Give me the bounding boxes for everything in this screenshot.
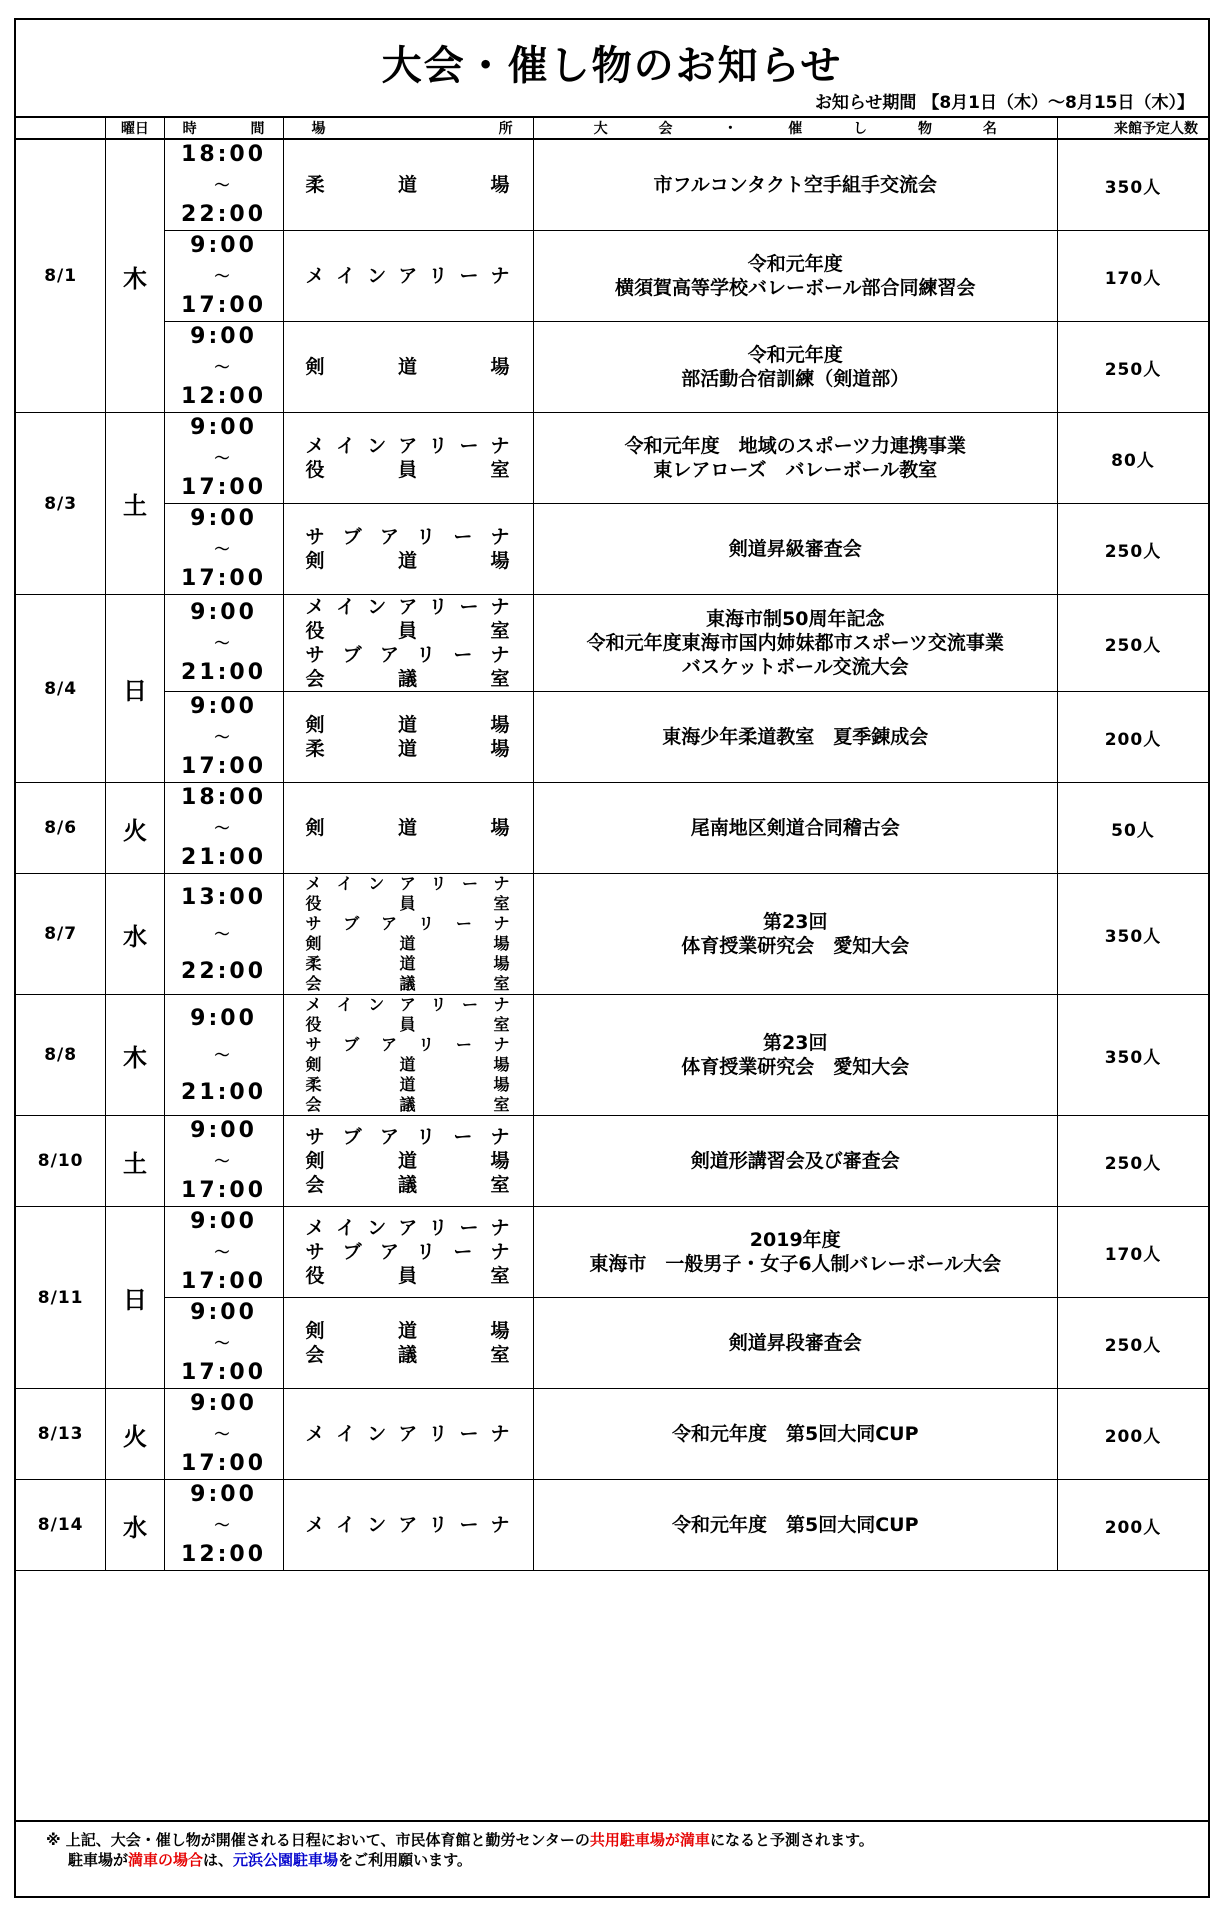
end-time: 17:00 <box>181 1269 267 1294</box>
place-cell <box>283 692 533 783</box>
header-place-char: 所 <box>498 121 513 137</box>
event-cell <box>533 1480 1057 1571</box>
time-cell <box>164 413 283 504</box>
schedule-row <box>16 413 1208 504</box>
attendance-count: 170人 <box>1057 1207 1208 1298</box>
event-name: 剣道昇段審査会 <box>728 1332 862 1354</box>
header-event <box>533 117 1057 139</box>
end-time: 17:00 <box>181 754 267 779</box>
header-place-char: 場 <box>311 121 326 137</box>
schedule-row <box>16 504 1208 595</box>
schedule-row <box>16 231 1208 322</box>
end-time: 21:00 <box>181 1079 267 1105</box>
date-cell: 8/13 <box>16 1389 106 1480</box>
end-time: 17:00 <box>181 475 267 500</box>
schedule-row <box>16 595 1208 692</box>
event-name: 令和元年度東海市国内姉妹都市スポーツ交流事業 <box>586 632 1004 654</box>
date-cell: 8/8 <box>16 995 106 1116</box>
place-cell <box>283 995 533 1116</box>
weekday-cell: 水 <box>106 1480 164 1571</box>
time-separator: ～ <box>214 176 233 194</box>
attendance-count: 350人 <box>1057 874 1208 995</box>
venue-name: メインアリーナ <box>305 995 513 1014</box>
highlighted-text: 満車の場合 <box>128 1851 204 1869</box>
event-cell <box>533 783 1057 874</box>
place-cell <box>283 322 533 413</box>
time-separator: ～ <box>214 358 233 376</box>
venue-name: メインアリーナ <box>305 265 513 287</box>
time-separator: ～ <box>214 1334 233 1352</box>
date-cell: 8/10 <box>16 1116 106 1207</box>
attendance-count: 350人 <box>1057 139 1208 231</box>
venue-name: サブアリーナ <box>305 644 513 666</box>
header-time-char: 間 <box>250 121 265 137</box>
footnote-text: をご利用願います。 <box>338 1851 472 1869</box>
header-time-char: 時 <box>182 121 197 137</box>
event-cell <box>533 231 1057 322</box>
event-cell <box>533 995 1057 1116</box>
event-name: バスケットボール交流大会 <box>681 656 909 678</box>
time-separator: ～ <box>214 924 233 943</box>
attendance-count: 200人 <box>1057 1389 1208 1480</box>
event-name: 東海市制50周年記念 <box>706 608 885 630</box>
event-name: 2019年度 <box>749 1229 841 1251</box>
date-cell: 8/4 <box>16 595 106 783</box>
schedule-row <box>16 1116 1208 1207</box>
weekday-cell: 土 <box>106 413 164 595</box>
start-time: 9:00 <box>190 1391 257 1416</box>
weekday-cell: 火 <box>106 783 164 874</box>
header-time <box>164 117 283 139</box>
start-time: 9:00 <box>190 233 257 258</box>
venue-name: 剣道場 <box>305 550 513 572</box>
event-name: 体育授業研究会 愛知大会 <box>681 1056 910 1078</box>
start-time: 9:00 <box>190 324 257 349</box>
event-name: 第23回 <box>763 1032 828 1054</box>
parking-footnote <box>16 1820 1208 1870</box>
start-time: 9:00 <box>190 1118 257 1143</box>
venue-name: 剣道場 <box>305 1320 513 1342</box>
place-cell <box>283 1389 533 1480</box>
place-cell <box>283 504 533 595</box>
venue-name: 役員室 <box>305 459 513 481</box>
venue-name: サブアリーナ <box>305 914 513 933</box>
event-name: 剣道形講習会及び審査会 <box>690 1150 900 1172</box>
weekday-cell: 日 <box>106 1207 164 1389</box>
date-cell: 8/3 <box>16 413 106 595</box>
venue-name: 役員室 <box>305 1015 513 1034</box>
time-cell <box>164 595 283 692</box>
venue-name: 会議室 <box>305 1174 513 1196</box>
end-time: 21:00 <box>181 845 267 870</box>
header-row <box>16 117 1208 139</box>
event-name: 令和元年度 地域のスポーツ力連携事業 <box>624 435 966 457</box>
start-time: 9:00 <box>190 600 257 625</box>
notice-sheet <box>14 18 1210 1898</box>
event-cell <box>533 692 1057 783</box>
header-date <box>16 117 106 139</box>
event-name: 尾南地区剣道合同稽古会 <box>690 817 900 839</box>
place-cell <box>283 1480 533 1571</box>
footnote-text: は、 <box>203 1851 234 1869</box>
venue-name: メインアリーナ <box>305 435 513 457</box>
start-time: 9:00 <box>190 694 257 719</box>
schedule-row <box>16 322 1208 413</box>
schedule-row <box>16 1298 1208 1389</box>
time-cell <box>164 1207 283 1298</box>
weekday-cell: 木 <box>106 139 164 413</box>
start-time: 9:00 <box>190 1300 257 1325</box>
attendance-count: 200人 <box>1057 692 1208 783</box>
venue-name: 会議室 <box>305 1095 513 1114</box>
schedule-row <box>16 874 1208 995</box>
footnote-text: になると予測されます。 <box>709 1831 874 1849</box>
place-cell <box>283 1116 533 1207</box>
attendance-count: 250人 <box>1057 595 1208 692</box>
time-separator: ～ <box>214 540 233 558</box>
venue-name: サブアリーナ <box>305 526 513 548</box>
date-cell: 8/6 <box>16 783 106 874</box>
time-separator: ～ <box>214 819 233 837</box>
event-cell <box>533 504 1057 595</box>
event-cell <box>533 1116 1057 1207</box>
event-cell <box>533 413 1057 504</box>
time-separator: ～ <box>214 728 233 746</box>
attendance-count: 170人 <box>1057 231 1208 322</box>
end-time: 21:00 <box>181 660 267 685</box>
attendance-count: 250人 <box>1057 504 1208 595</box>
venue-name: サブアリーナ <box>305 1241 513 1263</box>
time-cell <box>164 1480 283 1571</box>
venue-name: 剣道場 <box>305 1150 513 1172</box>
event-cell <box>533 1298 1057 1389</box>
attendance-count: 80人 <box>1057 413 1208 504</box>
event-cell <box>533 595 1057 692</box>
footnote-line-1 <box>46 1830 1208 1850</box>
place-cell <box>283 139 533 231</box>
start-time: 9:00 <box>190 506 257 531</box>
venue-name: メインアリーナ <box>305 1217 513 1239</box>
event-cell <box>533 1207 1057 1298</box>
end-time: 17:00 <box>181 566 267 591</box>
weekday-cell: 水 <box>106 874 164 995</box>
date-cell: 8/11 <box>16 1207 106 1389</box>
event-name: 令和元年度 <box>747 253 843 275</box>
event-cell <box>533 874 1057 995</box>
attendance-count: 200人 <box>1057 1480 1208 1571</box>
time-separator: ～ <box>214 267 233 285</box>
weekday-cell: 火 <box>106 1389 164 1480</box>
page-title: 大会・催し物のお知らせ <box>381 43 843 89</box>
header-count-label: 来館予定人数 <box>1114 121 1198 137</box>
place-cell <box>283 1298 533 1389</box>
event-name: 令和元年度 <box>747 344 843 366</box>
event-name: 東海市 一般男子・女子6人制バレーボール大会 <box>589 1253 1002 1275</box>
place-cell <box>283 874 533 995</box>
venue-name: 剣道場 <box>305 714 513 736</box>
event-name: 横須賀高等学校バレーボール部合同練習会 <box>614 277 976 299</box>
highlighted-text: 元浜公園駐車場 <box>233 1851 339 1869</box>
footnote-line-2 <box>46 1850 1208 1870</box>
venue-name: 役員室 <box>305 894 513 913</box>
place-cell <box>283 1207 533 1298</box>
start-time: 9:00 <box>190 1005 257 1031</box>
time-cell <box>164 874 283 995</box>
event-name: 令和元年度 第5回大同CUP <box>671 1423 919 1445</box>
time-cell <box>164 1116 283 1207</box>
header-event-char: 会 <box>658 121 673 137</box>
time-separator: ～ <box>214 1152 233 1170</box>
end-time: 22:00 <box>181 202 267 227</box>
event-cell <box>533 139 1057 231</box>
event-name: 部活動合宿訓練（剣道部） <box>681 368 910 390</box>
attendance-count: 250人 <box>1057 1116 1208 1207</box>
attendance-count: 50人 <box>1057 783 1208 874</box>
event-name: 体育授業研究会 愛知大会 <box>681 935 910 957</box>
end-time: 17:00 <box>181 293 267 318</box>
venue-name: 役員室 <box>305 620 513 642</box>
end-time: 17:00 <box>181 1360 267 1385</box>
place-cell <box>283 783 533 874</box>
weekday-cell: 土 <box>106 1116 164 1207</box>
end-time: 12:00 <box>181 384 267 409</box>
venue-name: 柔道場 <box>305 1075 513 1094</box>
time-cell <box>164 692 283 783</box>
time-separator: ～ <box>214 1045 233 1064</box>
event-cell <box>533 322 1057 413</box>
time-cell <box>164 504 283 595</box>
header-count <box>1057 117 1208 139</box>
start-time: 9:00 <box>190 415 257 440</box>
attendance-count: 250人 <box>1057 1298 1208 1389</box>
venue-name: メインアリーナ <box>305 1514 513 1536</box>
end-time: 12:00 <box>181 1542 267 1567</box>
time-separator: ～ <box>214 449 233 467</box>
header-event-char: 物 <box>918 121 933 137</box>
place-cell <box>283 231 533 322</box>
schedule-row <box>16 1389 1208 1480</box>
venue-name: 柔道場 <box>305 954 513 973</box>
header-event-char: 名 <box>982 121 997 137</box>
time-cell <box>164 783 283 874</box>
venue-name: 剣道場 <box>305 356 513 378</box>
venue-name: 会議室 <box>305 668 513 690</box>
venue-name: 剣道場 <box>305 817 513 839</box>
time-cell <box>164 1389 283 1480</box>
schedule-body <box>16 139 1208 1571</box>
venue-name: メインアリーナ <box>305 1423 513 1445</box>
start-time: 9:00 <box>190 1482 257 1507</box>
schedule-table <box>16 116 1208 1571</box>
schedule-row <box>16 692 1208 783</box>
venue-name: 剣道場 <box>305 934 513 953</box>
weekday-cell: 木 <box>106 995 164 1116</box>
date-cell: 8/14 <box>16 1480 106 1571</box>
event-cell <box>533 1389 1057 1480</box>
schedule-row <box>16 1207 1208 1298</box>
date-cell: 8/7 <box>16 874 106 995</box>
time-separator: ～ <box>214 1425 233 1443</box>
event-name: 東レアローズ バレーボール教室 <box>653 459 938 481</box>
header-event-char: し <box>853 121 868 137</box>
venue-name: メインアリーナ <box>305 874 513 893</box>
start-time: 18:00 <box>181 142 267 167</box>
time-separator: ～ <box>214 1516 233 1534</box>
header-place <box>283 117 533 139</box>
header-event-char: ・ <box>723 121 738 137</box>
venue-name: 剣道場 <box>305 1055 513 1074</box>
end-time: 17:00 <box>181 1451 267 1476</box>
venue-name: サブアリーナ <box>305 1126 513 1148</box>
venue-name: 役員室 <box>305 1265 513 1287</box>
time-separator: ～ <box>214 634 233 652</box>
schedule-row <box>16 1480 1208 1571</box>
end-time: 17:00 <box>181 1178 267 1203</box>
event-name: 市フルコンタクト空手組手交流会 <box>653 174 937 196</box>
end-time: 22:00 <box>181 958 267 984</box>
header-event-char: 催 <box>788 121 803 137</box>
time-cell <box>164 231 283 322</box>
footnote-text: ※ 上記、大会・催し物が開催される日程において、市民体育館と勤労センターの <box>46 1831 590 1849</box>
venue-name: 柔道場 <box>305 174 513 196</box>
event-name: 第23回 <box>763 911 828 933</box>
venue-name: サブアリーナ <box>305 1035 513 1054</box>
venue-name: メインアリーナ <box>305 596 513 618</box>
venue-name: 会議室 <box>305 1344 513 1366</box>
time-cell <box>164 995 283 1116</box>
attendance-count: 350人 <box>1057 995 1208 1116</box>
start-time: 9:00 <box>190 1209 257 1234</box>
venue-name: 会議室 <box>305 974 513 993</box>
highlighted-text: 共用駐車場が満車 <box>589 1831 710 1849</box>
notice-period: お知らせ期間 【8月1日（木）～8月15日（木）】 <box>814 93 1194 113</box>
header-event-char: 大 <box>593 121 608 137</box>
event-name: 令和元年度 第5回大同CUP <box>671 1514 919 1536</box>
header-weekday: 曜日 <box>106 117 164 139</box>
footnote-text: 駐車場が <box>68 1851 129 1869</box>
place-cell <box>283 595 533 692</box>
date-cell: 8/1 <box>16 139 106 413</box>
place-cell <box>283 413 533 504</box>
time-separator: ～ <box>214 1243 233 1261</box>
event-name: 東海少年柔道教室 夏季錬成会 <box>662 726 929 748</box>
venue-name: 柔道場 <box>305 738 513 760</box>
event-name: 剣道昇級審査会 <box>728 538 862 560</box>
time-cell <box>164 1298 283 1389</box>
start-time: 18:00 <box>181 785 267 810</box>
weekday-cell: 日 <box>106 595 164 783</box>
schedule-row <box>16 783 1208 874</box>
time-cell <box>164 322 283 413</box>
start-time: 13:00 <box>181 884 267 910</box>
attendance-count: 250人 <box>1057 322 1208 413</box>
time-cell <box>164 139 283 231</box>
schedule-row <box>16 139 1208 231</box>
schedule-row <box>16 995 1208 1116</box>
